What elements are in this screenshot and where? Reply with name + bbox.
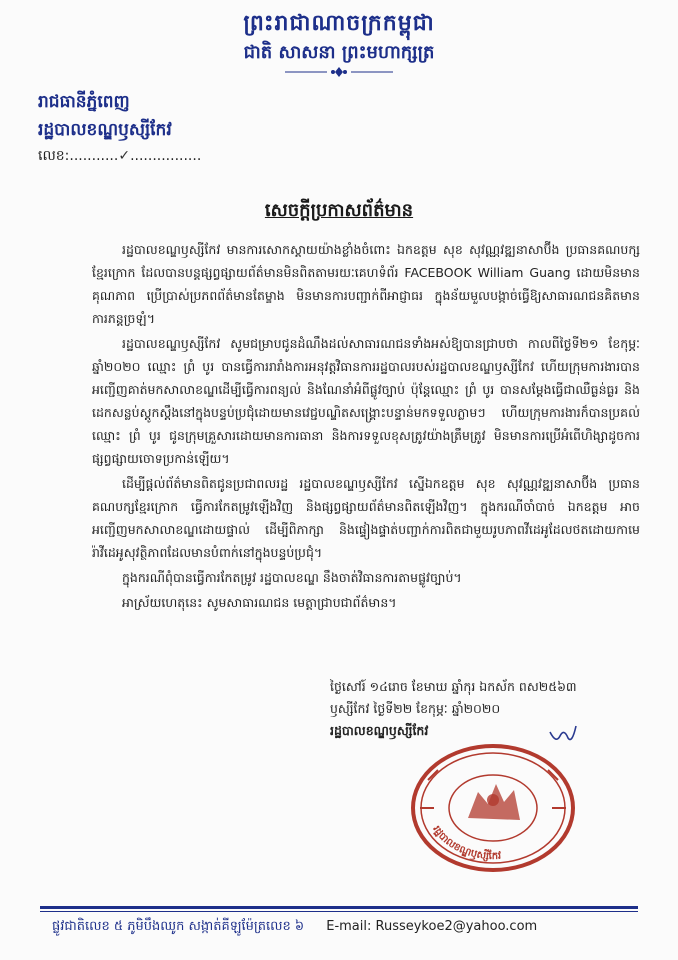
kingdom-line-1: ព្រះរាជាណាចក្រកម្ពុជា <box>243 11 435 36</box>
reference-number <box>38 146 201 167</box>
kingdom-line-2: ជាតិ សាសនា ព្រះមហាក្សត្រ <box>243 42 435 63</box>
reference-dots: ................ <box>130 148 202 164</box>
date-signature-block <box>330 676 630 742</box>
body-paragraph-2: រដ្ឋបាលខណ្ឌឫស្សីកែវ សូមជម្រាបជូនដំណឹងដល់សាធារណជនទាំងអស់ឱ្យបានជ្រាបថា កាលពីថ្ងៃទី២១ ខែកុម្ភៈ ឆ្នាំ២០២០ ឈ្មោះ ព្រំ បូរ បានធ្វើការរារាំងការអនុវត្តវិធានការរដ្ឋបាលរបស់រដ្ឋបាលខណ្ឌឫស្សីកែវ ហើយក្រុមការងារបានអញ្ជើញគាត់មកសាលាខណ្ឌដើម្បីធ្វើការពន្យល់ និងណែនាំអំពីផ្លូវច្បាប់ ប៉ុន្តែឈ្មោះ ព្រំ បូរ បានសម្ដែងធ្វើជាឈឺធ្ងន់ធ្ងរ និងដេកសន្លប់ស្ដូកស្ដឹងនៅក្នុងបន្ទប់ប្រជុំដោយមានវេជ្ជបណ្ឌិតសង្គ្រោះបន្ទាន់មកទទួលភ្លាមៗ ហើយក្រុមការងារក៏បានប្រគល់ឈ្មោះ ព្រំ បូរ ជូនក្រុមគ្រួសារដោយមានការធានា និងការទទួលខុសត្រូវយ៉ាងត្រឹមត្រូវ មិនមានការប្រើអំពើហិង្សាដូចការផ្សព្វផ្សាយចោទប្រកាន់ឡើយ។ <box>92 336 640 466</box>
reference-tick: ✓ <box>118 148 131 164</box>
body-paragraph-4: ក្នុងករណីពុំបានធ្វើការកែតម្រូវ រដ្ឋបាលខណ្ឌ នឹងចាត់វិធានការតាមផ្លូវច្បាប់។ <box>122 570 462 585</box>
body-paragraph-1: រដ្ឋបាលខណ្ឌឫស្សីកែវ មានការសោកស្ដាយយ៉ាងខ្លាំងចំពោះ ឯកឧត្តម សុខ សុវណ្ណវឌ្ឍនាសាប៊ីង ប្រធានគណបក្សខ្មែរក្រោក ដែលបានបន្តផ្សព្វផ្សាយព័ត៌មានមិនពិតតាមរយៈគេហទំព័រ FACEBOOK William Guang ដោយមិនមានគុណភាព ប្រើប្រាស់ប្រភពព័ត៌មានតែម្ខាង មិនមានការបញ្ជាក់ពីអាជ្ញាធរ ក្នុងន័យមួលបង្កាច់ធ្វើឱ្យសាធារណជនគិតមានការភន្តច្រឡំ។ <box>92 242 640 326</box>
body-paragraph-5: អាស្រ័យហេតុនេះ សូមសាធារណជន មេត្តាជ្រាបជាព័ត៌មាន។ <box>122 595 397 610</box>
document-body <box>92 238 640 616</box>
footer-divider-thin <box>40 911 638 912</box>
seal-text: រដ្ឋបាលខណ្ឌឫស្សីកែវ <box>430 824 502 863</box>
issuer-block <box>38 88 172 144</box>
issuer-city: រាជធានីភ្នំពេញ <box>38 92 130 112</box>
kingdom-header <box>0 10 678 78</box>
solar-date: ឫស្សីកែវ ថ្ងៃទី២២ ខែកុម្ភៈ ឆ្នាំ២០២០ <box>330 701 501 716</box>
issuer-administration: រដ្ឋបាលខណ្ឌឫស្សីកែវ <box>38 120 172 140</box>
footer-email: E-mail: Russeykoe2@yahoo.com <box>326 919 538 934</box>
reference-label: លេខ:........... <box>38 148 119 164</box>
footer <box>52 918 642 937</box>
signer-name: រដ្ឋបាលខណ្ឌឫស្សីកែវ <box>330 723 429 738</box>
ornament-divider-icon <box>279 66 399 78</box>
footer-address: ផ្លូវជាតិលេខ ៥ ភូមិបឹងឈូក សង្កាត់គីឡូម៉ែត្រលេខ ៦ <box>52 919 305 934</box>
footer-divider <box>40 906 638 909</box>
body-paragraph-3: ដើម្បីផ្ដល់ព័ត៌មានពិតជូនប្រជាពលរដ្ឋ រដ្ឋបាលខណ្ឌឫស្សីកែវ ស្នើឯកឧត្តម សុខ សុវណ្ណវឌ្ឍនាសាប៊ីង ប្រធានគណបក្សខ្មែរក្រោក ធ្វើការកែតម្រូវឡើងវិញ និងផ្សព្វផ្សាយព័ត៌មានពិតឡើងវិញ។ ក្នុងករណីចាំបាច់ ឯកឧត្តម អាចអញ្ជើញមកសាលាខណ្ឌដោយផ្ទាល់ ដើម្បីពិភាក្សា និងផ្ទៀងផ្ទាត់បញ្ជាក់ការពិតជាមួយរូបភាពវីដេអូដែលថតដោយកាមេរ៉ាវីដេអូសុវត្ថិភាពដែលមានបំពាក់នៅក្នុងបន្ទប់ប្រជុំ។ <box>92 476 640 560</box>
lunar-date: ថ្ងៃសៅរ៍ ១៤រោច ខែមាឃ ឆ្នាំកុរ ឯកស័ក ពស២៥៦៣ <box>330 679 577 694</box>
official-seal-icon <box>408 740 578 876</box>
document-title: សេចក្ដីប្រកាសព័ត៌មាន <box>264 200 414 221</box>
